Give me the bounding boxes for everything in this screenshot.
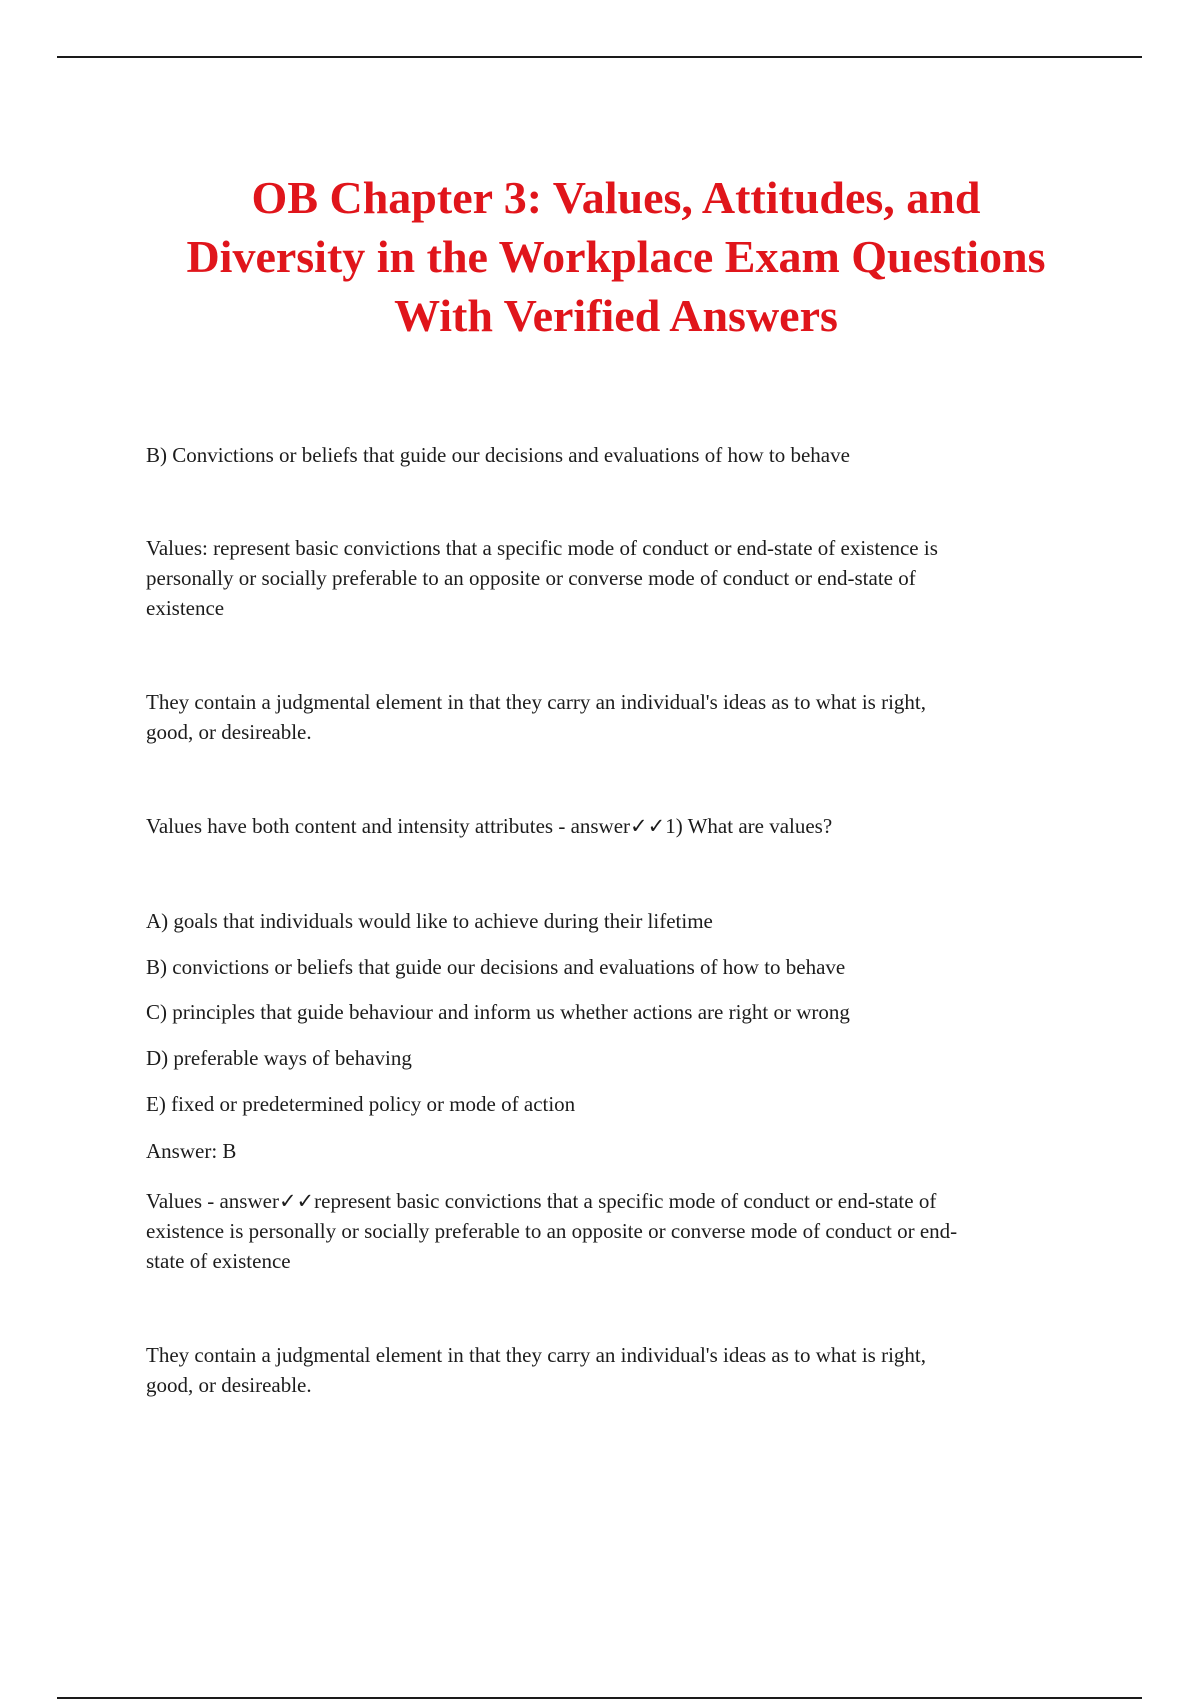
option-c bbox=[146, 997, 1086, 1027]
option-a bbox=[146, 906, 1086, 936]
text-line: They contain a judgmental element in that they carry an individual's ideas as to what is right, bbox=[146, 690, 926, 714]
title-line: Diversity in the Workplace Exam Questions bbox=[186, 231, 1046, 282]
text-line: Values have both content and intensity attributes - answer✓✓1) What are values? bbox=[146, 814, 833, 838]
title-line: With Verified Answers bbox=[394, 290, 838, 341]
text-line: B) Convictions or beliefs that guide our decisions and evaluations of how to behave bbox=[146, 443, 850, 467]
answer-line bbox=[146, 1136, 1086, 1166]
option-b bbox=[146, 952, 1086, 982]
text-line: Values - answer✓✓represent basic convictions that a specific mode of conduct or end-state of bbox=[146, 1189, 937, 1213]
bottom-rule bbox=[57, 1697, 1142, 1699]
paragraph-values-answer bbox=[146, 1186, 1086, 1276]
text-line: C) principles that guide behaviour and inform us whether actions are right or wrong bbox=[146, 1000, 850, 1024]
text-line: A) goals that individuals would like to achieve during their lifetime bbox=[146, 909, 713, 933]
paragraph-judgmental-element bbox=[146, 687, 1086, 747]
text-line: Values: represent basic convictions that a specific mode of conduct or end-state of existence is bbox=[146, 536, 938, 560]
paragraph-question bbox=[146, 811, 1086, 841]
top-rule bbox=[57, 56, 1142, 58]
text-line: Answer: B bbox=[146, 1139, 237, 1163]
text-line: D) preferable ways of behaving bbox=[146, 1046, 412, 1070]
page-title bbox=[100, 168, 1132, 345]
paragraph-judgmental-element-repeat bbox=[146, 1340, 1086, 1400]
paragraph-definition-choice bbox=[146, 440, 1086, 470]
option-e bbox=[146, 1089, 1086, 1119]
text-line: They contain a judgmental element in that they carry an individual's ideas as to what is right, bbox=[146, 1343, 926, 1367]
text-line: B) convictions or beliefs that guide our decisions and evaluations of how to behave bbox=[146, 955, 846, 979]
text-line: existence bbox=[146, 596, 225, 620]
text-line: state of existence bbox=[146, 1249, 291, 1273]
text-line: existence is personally or socially preferable to an opposite or converse mode of conduct or end- bbox=[146, 1219, 958, 1243]
text-line: good, or desireable. bbox=[146, 1373, 312, 1397]
option-d bbox=[146, 1043, 1086, 1073]
text-line: personally or socially preferable to an opposite or converse mode of conduct or end-state of bbox=[146, 566, 916, 590]
text-line: good, or desireable. bbox=[146, 720, 312, 744]
paragraph-values-definition bbox=[146, 533, 1086, 623]
title-line: OB Chapter 3: Values, Attitudes, and bbox=[251, 172, 981, 223]
text-line: E) fixed or predetermined policy or mode of action bbox=[146, 1092, 576, 1116]
